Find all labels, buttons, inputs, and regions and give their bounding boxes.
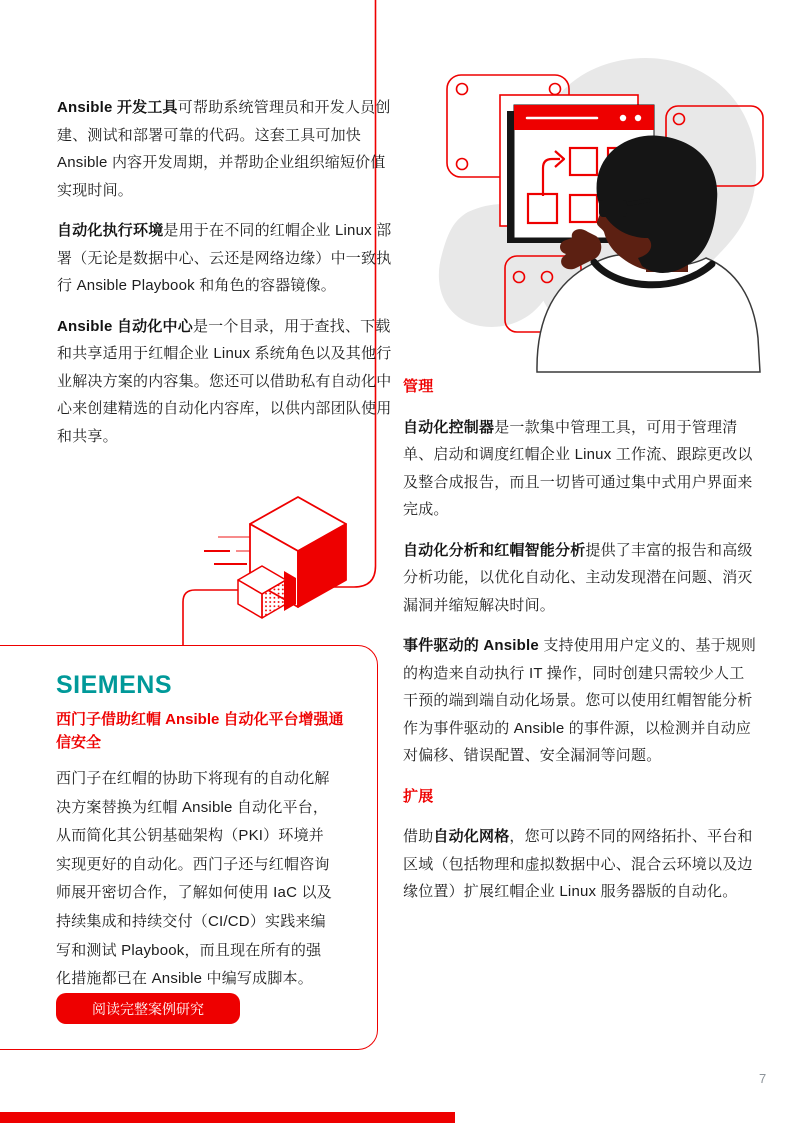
section-heading: 管理 [403, 378, 434, 395]
paragraph-pre: 借助 [403, 828, 434, 845]
case-study-body: 西门子在红帽的协助下将现有的自动化解决方案替换为红帽 Ansible 自动化平台，从而简化其公钥基础架构（PKI）环境并实现更好的自动化。西门子还与红帽咨询师展开密切合作，了解如何使用 IaC 以及持续集成和持续交付（CI/CD）实践来编写和测试 Playbook，而且现在所有的强化措施都已在 Ansible 中编写成脚本。 [56, 770, 332, 988]
footer-accent-bar [0, 1112, 455, 1123]
paragraph-text: 是一款集中管理工具，可用于管理清单、启动和调度红帽企业 Linux 工作流、跟踪更改以及整合成报告，而且一切皆可通过集中式用户界面来完成。 [403, 418, 753, 518]
left-column [57, 94, 393, 463]
paragraph-event-driven-ansible [403, 632, 757, 770]
page-number: 7 [759, 1071, 767, 1086]
person-whiteboard-illustration [439, 58, 763, 372]
paragraph-lead: Ansible 开发工具 [57, 99, 178, 116]
paragraph-text: 提供了丰富的报告和高级分析功能，以优化自动化、主动发现潜在问题、消灭漏洞并缩短解决时间。 [403, 541, 753, 614]
paragraph-text: 是用于在不同的红帽企业 Linux 部署（无论是数据中心、云还是网络边缘）中一致执行 Ansible Playbook 和角色的容器镜像。 [57, 222, 392, 294]
read-case-study-button[interactable]: 阅读完整案例研究 [56, 993, 240, 1024]
paragraph-lead: 自动化执行环境 [57, 222, 164, 239]
cube-illustration [204, 497, 346, 618]
section-scale [403, 783, 757, 906]
paragraph-text: 可帮助系统管理员和开发人员创建、测试和部署可靠的代码。这套工具可加快 Ansible 内容开发周期，并帮助企业组织缩短价值实现时间。 [57, 99, 391, 199]
paragraph-text: ，您可以跨不同的网络拓扑、平台和区域（包括物理和虚拟数据中心、混合云环境以及边缘位置）扩展红帽企业 Linux 服务器版的自动化。 [403, 828, 753, 900]
paragraph-execution-env [57, 217, 393, 300]
paragraph-text: 支持使用用户定义的、基于规则的构造来自动执行 IT 操作，同时创建只需较少人工干预的端到端自动化场景。您可以使用红帽智能分析作为事件驱动的 Ansible 的事件源，以检测并自动应对偏移、错误配置、安全漏洞等问题。 [403, 637, 757, 764]
paragraph-automation-hub [57, 313, 393, 451]
siemens-logo: SIEMENS [56, 671, 173, 699]
paragraph-lead: 自动化分析和红帽智能分析 [403, 541, 586, 559]
paragraph-automation-controller [403, 414, 757, 524]
paragraph-text: 是一个目录，用于查找、下载和共享适用于红帽企业 Linux 系统角色以及其他行业解决方案的内容集。您还可以借助私有自动化中心来创建精选的自动化内容库，以供内部团队使用和共享。 [57, 317, 392, 445]
case-study-title: 西门子借助红帽 Ansible 自动化平台增强通信安全 [56, 711, 344, 751]
paragraph-lead: 事件驱动的 Ansible [403, 637, 539, 654]
paragraph-lead: 自动化控制器 [403, 418, 495, 436]
right-column [403, 373, 757, 919]
paragraph-lead: 自动化网格 [433, 828, 510, 845]
section-heading: 扩展 [403, 787, 434, 805]
section-manage [403, 373, 757, 770]
paragraph-automation-mesh [403, 823, 757, 906]
speed-lines [204, 528, 252, 573]
paragraph-automation-analytics [403, 537, 757, 620]
glasses-icon [599, 200, 627, 217]
paragraph-ansible-dev-tools [57, 94, 393, 204]
case-study-card [0, 645, 378, 1050]
paragraph-lead: Ansible 自动化中心 [57, 317, 193, 335]
